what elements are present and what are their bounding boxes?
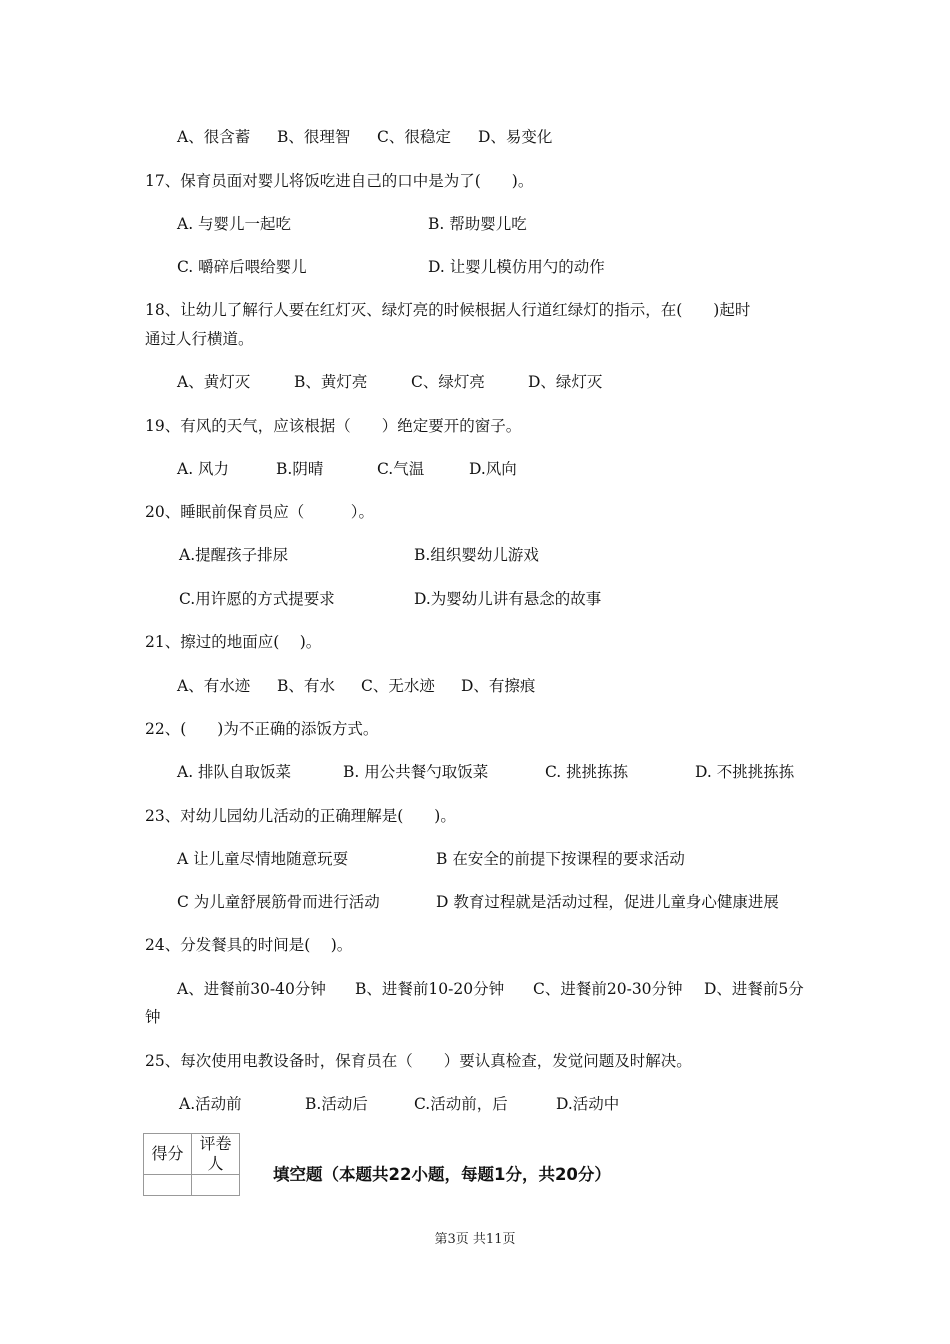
q18-stem-line2: 通过人行横道。 (145, 330, 254, 348)
q18-option-c: C、绿灯亮 (411, 373, 485, 391)
q22-option-c: C. 挑挑拣拣 (545, 763, 629, 781)
q19-option-d: D.风向 (469, 460, 517, 478)
q18-option-a: A、黄灯灭 (177, 373, 251, 391)
q24-option-d: D、进餐前5分 (704, 980, 804, 998)
q19-stem: 19、有风的天气，应该根据（ ）绝定要开的窗子。 (145, 417, 522, 435)
q22-option-b: B. 用公共餐勺取饭菜 (343, 763, 489, 781)
q24-option-c: C、进餐前20-30分钟 (533, 980, 683, 998)
grader-cell (192, 1175, 240, 1196)
q21-option-b: B、有水 (277, 677, 335, 695)
q16-option-b: B、很理智 (277, 128, 351, 146)
q23-stem: 23、对幼儿园幼儿活动的正确理解是( )。 (145, 807, 456, 825)
q17-option-d: D. 让婴儿模仿用勺的动作 (428, 258, 605, 276)
q22-option-d: D. 不挑挑拣拣 (695, 763, 795, 781)
score-box (143, 1133, 240, 1196)
q17-option-b: B. 帮助婴儿吃 (428, 215, 527, 233)
q25-stem: 25、每次使用电教设备时，保育员在（ ）要认真检查，发觉问题及时解决。 (145, 1052, 692, 1070)
q25-option-d: D.活动中 (556, 1095, 620, 1113)
q20-option-a: A.提醒孩子排尿 (179, 546, 289, 564)
q17-option-a: A. 与婴儿一起吃 (177, 215, 292, 233)
q21-option-d: D、有擦痕 (461, 677, 536, 695)
q25-option-a: A.活动前 (179, 1095, 242, 1113)
q24-option-d-wrap: 钟 (145, 1008, 161, 1026)
q23-option-c: C 为儿童舒展筋骨而进行活动 (177, 893, 380, 911)
q25-option-b: B.活动后 (305, 1095, 368, 1113)
q24-stem: 24、分发餐具的时间是( )。 (145, 936, 353, 954)
q21-option-a: A、有水迹 (177, 677, 251, 695)
q23-option-d: D 教育过程就是活动过程，促进儿童身心健康进展 (436, 893, 779, 911)
score-label: 得分 (144, 1134, 192, 1175)
q17-stem: 17、保育员面对婴儿将饭吃进自己的口中是为了( )。 (145, 172, 534, 190)
q20-stem: 20、睡眠前保育员应（ ）。 (145, 503, 374, 521)
q23-option-a: A 让儿童尽情地随意玩耍 (177, 850, 349, 868)
q22-option-a: A. 排队自取饭菜 (177, 763, 292, 781)
q19-option-a: A. 风力 (177, 460, 230, 478)
q18-option-b: B、黄灯亮 (294, 373, 368, 391)
q17-option-c: C. 嚼碎后喂给婴儿 (177, 258, 307, 276)
q19-option-b: B.阴晴 (276, 460, 324, 478)
q23-option-b: B 在安全的前提下按课程的要求活动 (436, 850, 685, 868)
grader-label: 评卷人 (192, 1134, 240, 1175)
q16-option-a: A、很含蓄 (177, 128, 251, 146)
q20-option-d: D.为婴幼儿讲有悬念的故事 (414, 590, 602, 608)
q19-option-c: C.气温 (377, 460, 425, 478)
q21-option-c: C、无水迹 (361, 677, 435, 695)
q24-option-a: A、进餐前30-40分钟 (177, 980, 326, 998)
q16-option-c: C、很稳定 (377, 128, 451, 146)
q20-option-b: B.组织婴幼儿游戏 (414, 546, 539, 564)
score-cell (144, 1175, 192, 1196)
section-title: 填空题（本题共22小题，每题1分，共20分） (273, 1165, 611, 1184)
q20-option-c: C.用许愿的方式提要求 (179, 590, 335, 608)
q22-stem: 22、( )为不正确的添饭方式。 (145, 720, 379, 738)
q18-option-d: D、绿灯灭 (528, 373, 603, 391)
page-footer: 第3页 共11页 (434, 1232, 516, 1247)
q18-stem-line1: 18、让幼儿了解行人要在红灯灭、绿灯亮的时候根据人行道红绿灯的指示，在( )起时 (145, 301, 751, 319)
q24-option-b: B、进餐前10-20分钟 (355, 980, 505, 998)
q16-option-d: D、易变化 (478, 128, 553, 146)
q21-stem: 21、擦过的地面应( )。 (145, 633, 322, 651)
q25-option-c: C.活动前，后 (414, 1095, 508, 1113)
